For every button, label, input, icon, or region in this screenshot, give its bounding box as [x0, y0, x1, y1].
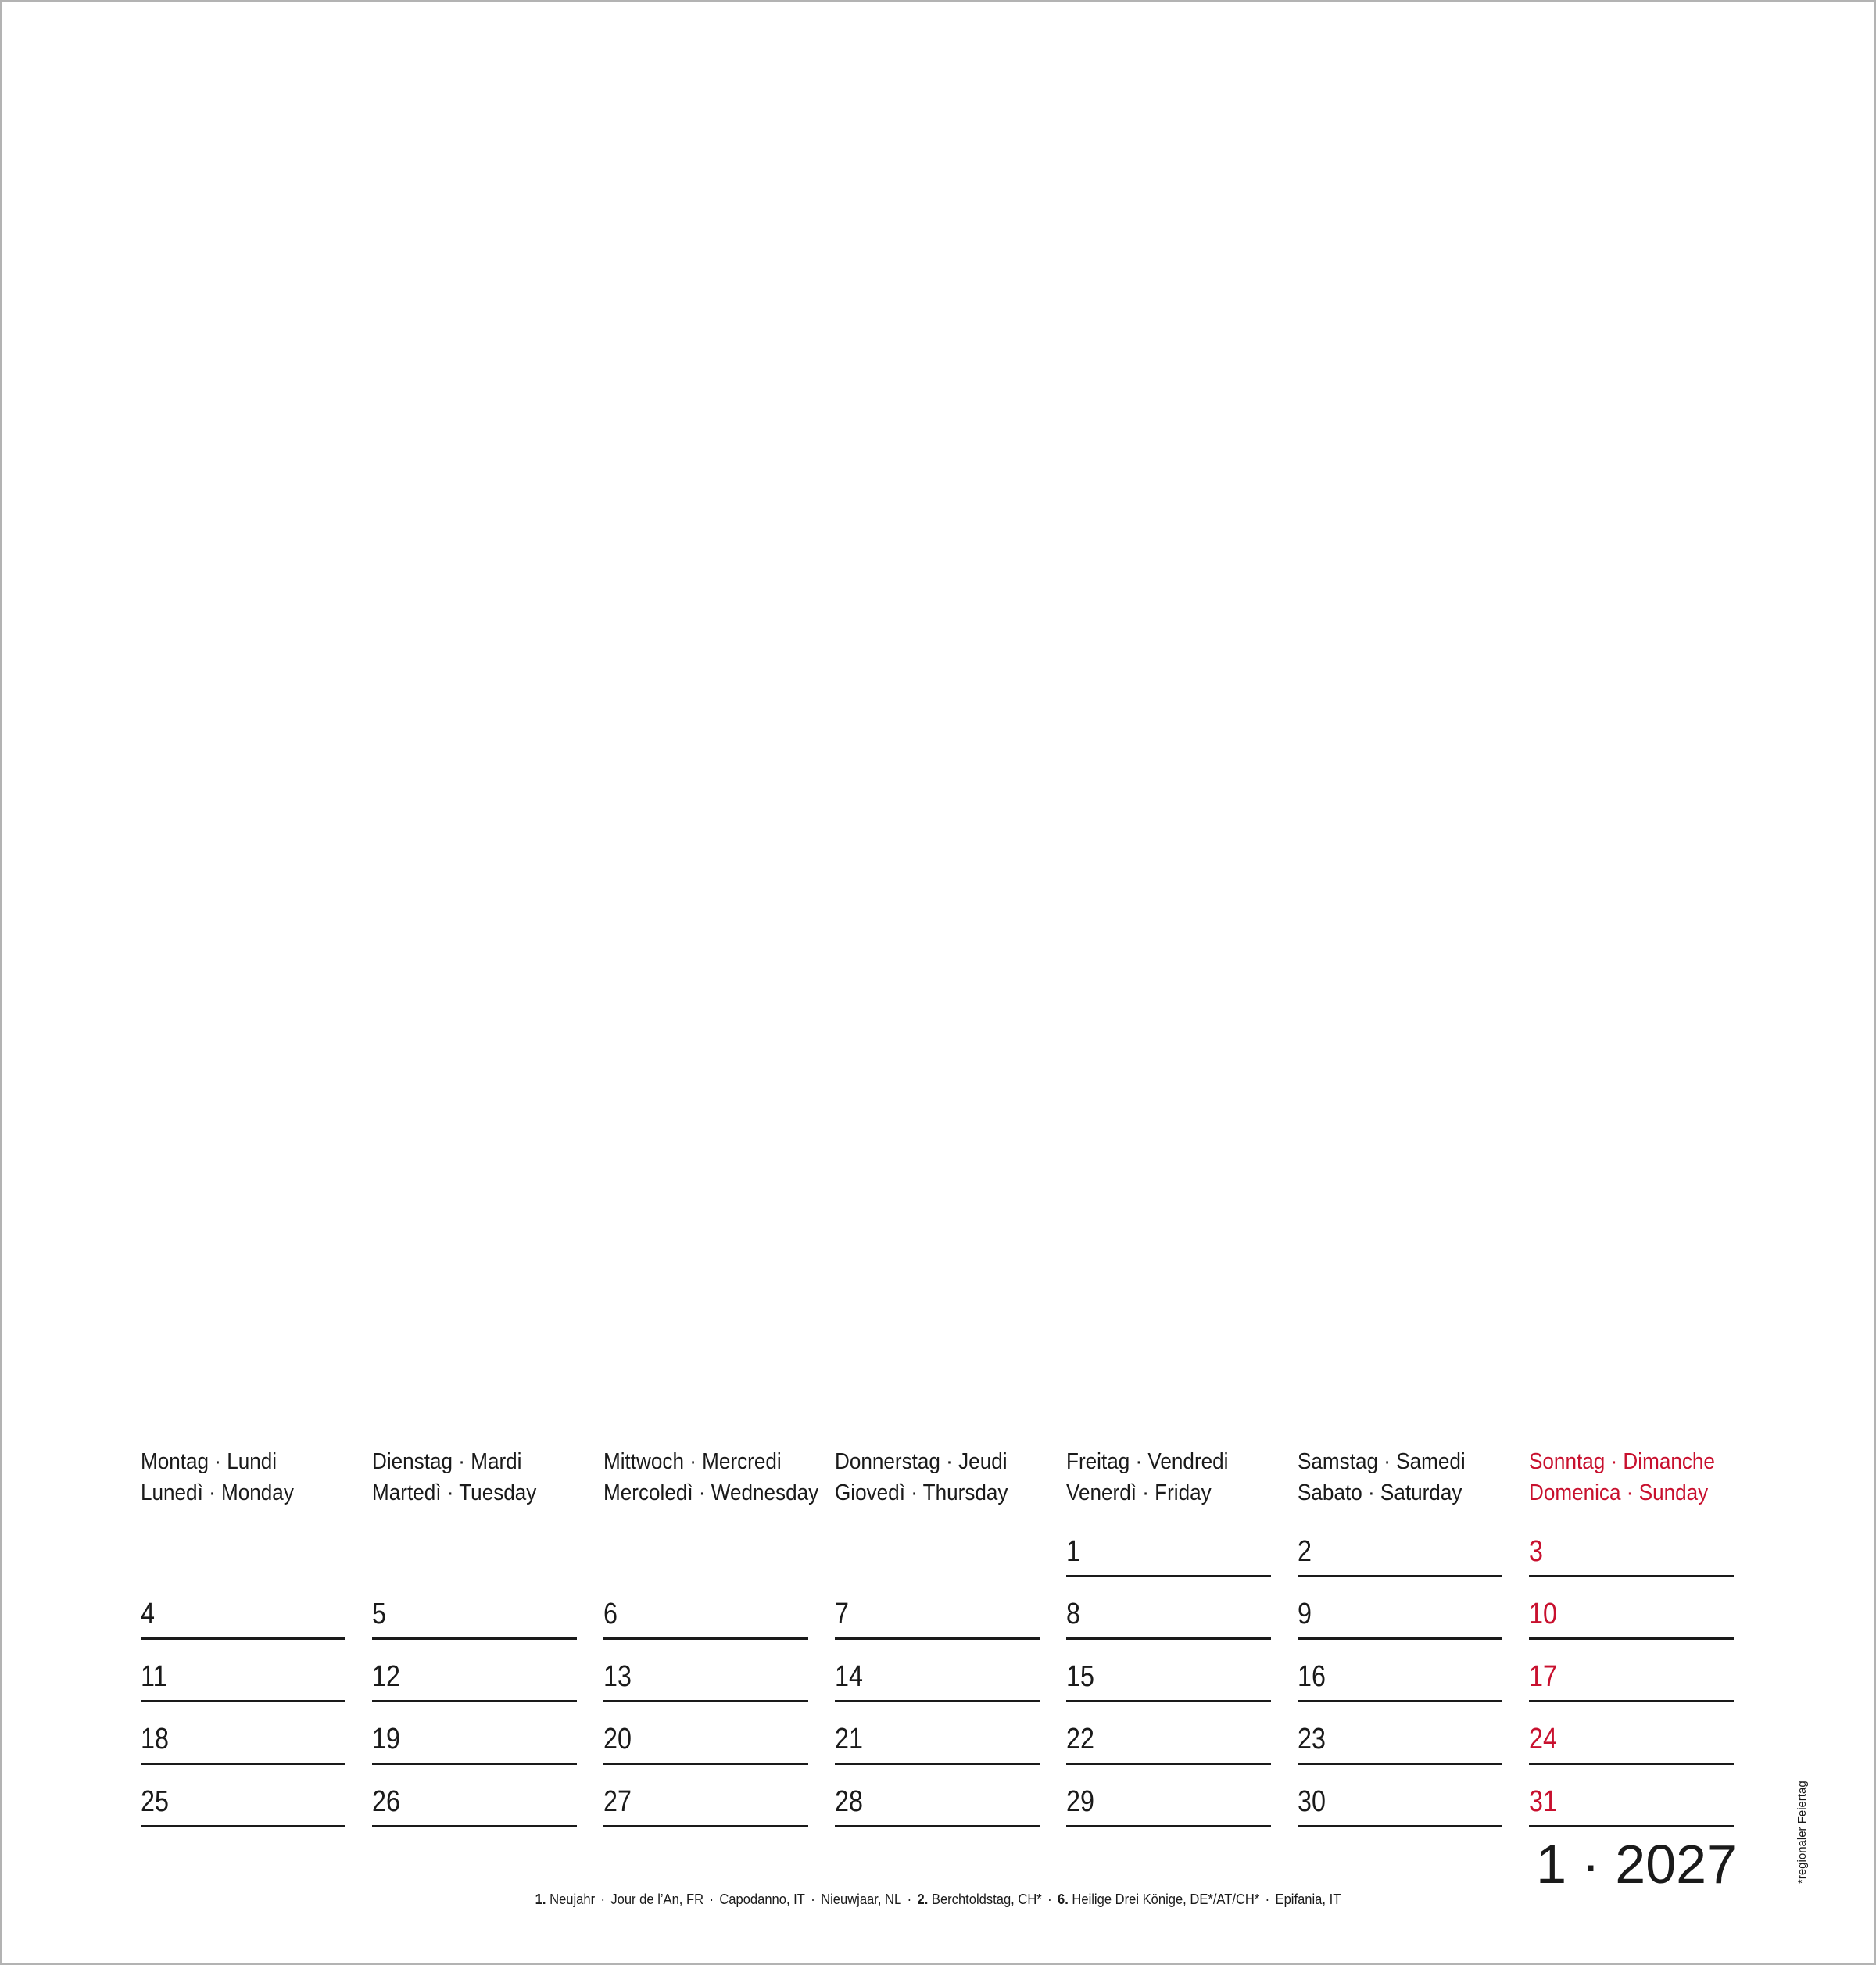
- day-number: 3: [1529, 1535, 1543, 1568]
- day-cell: [603, 1766, 808, 1827]
- day-cell: [372, 1766, 577, 1827]
- weekday-name-line1: Montag · Lundi: [141, 1449, 277, 1474]
- day-number: 31: [1529, 1785, 1557, 1818]
- weekday-column: [835, 1446, 1040, 1829]
- day-cell: [835, 1766, 1040, 1827]
- weekday-column: [1298, 1446, 1502, 1829]
- day-cell: [1529, 1641, 1734, 1702]
- day-cell: [835, 1641, 1040, 1702]
- weekday-name-line2: Venerdì · Friday: [1066, 1480, 1212, 1505]
- day-cell: [1066, 1579, 1271, 1640]
- weekday-name-line1: Samstag · Samedi: [1298, 1449, 1466, 1474]
- day-cell: [1066, 1641, 1271, 1702]
- day-number: 6: [603, 1598, 618, 1630]
- day-cell: [1298, 1766, 1502, 1827]
- day-number: 18: [141, 1723, 169, 1756]
- day-cell: [603, 1641, 808, 1702]
- day-cell: [372, 1516, 577, 1577]
- holiday-name: Jour de l’An, FR: [610, 1892, 704, 1907]
- weekday-column: [1529, 1446, 1734, 1829]
- weekday-header: [372, 1446, 557, 1509]
- day-number: 8: [1066, 1598, 1080, 1630]
- holiday-name: Nieuwjaar, NL: [821, 1892, 902, 1907]
- weekday-name-line2: Domenica · Sunday: [1529, 1480, 1709, 1505]
- day-number: 9: [1298, 1598, 1312, 1630]
- holiday-name: Berchtoldstag, CH*: [931, 1892, 1042, 1907]
- holiday-date: 2.: [917, 1892, 929, 1907]
- day-number: 12: [372, 1660, 400, 1693]
- holiday-separator: ·: [709, 1892, 714, 1907]
- day-number: 21: [835, 1723, 863, 1756]
- day-cell: [603, 1704, 808, 1765]
- day-cell: [1298, 1704, 1502, 1765]
- weekday-header: [1066, 1446, 1251, 1509]
- holiday-name: Epifania, IT: [1275, 1892, 1341, 1907]
- day-number: 20: [603, 1723, 632, 1756]
- holiday-date: 1.: [535, 1892, 546, 1907]
- holiday-name: Heilige Drei Könige, DE*/AT/CH*: [1072, 1892, 1260, 1907]
- weekday-header: [835, 1446, 1019, 1509]
- day-number: 29: [1066, 1785, 1094, 1818]
- weekday-name-line2: Mercoledì · Wednesday: [603, 1480, 819, 1505]
- day-cell: [603, 1579, 808, 1640]
- day-cell: [372, 1704, 577, 1765]
- day-cell: [141, 1579, 345, 1640]
- holiday-separator: ·: [907, 1892, 912, 1907]
- holiday-item: [535, 1892, 595, 1907]
- weekday-column: [1066, 1446, 1271, 1829]
- holiday-separator: ·: [811, 1892, 815, 1907]
- day-number: 16: [1298, 1660, 1326, 1693]
- day-number: 25: [141, 1785, 169, 1818]
- holiday-item: [719, 1892, 805, 1907]
- weekday-header: [1298, 1446, 1482, 1509]
- day-cell: [1298, 1579, 1502, 1640]
- weekday-column: [603, 1446, 819, 1829]
- day-cell: [372, 1641, 577, 1702]
- weekday-name-line1: Donnerstag · Jeudi: [835, 1449, 1008, 1474]
- holiday-footer: [75, 1890, 1801, 1909]
- day-cell: [835, 1516, 1040, 1577]
- weekday-name-line2: Giovedì · Thursday: [835, 1480, 1008, 1505]
- day-cell: [1066, 1516, 1271, 1577]
- weekday-header: [603, 1446, 819, 1509]
- holiday-name: Capodanno, IT: [719, 1892, 805, 1907]
- day-number: 13: [603, 1660, 632, 1693]
- holiday-item: [1058, 1892, 1259, 1907]
- day-number: 23: [1298, 1723, 1326, 1756]
- calendar-grid: [141, 1446, 1734, 1829]
- holiday-date: 6.: [1057, 1892, 1069, 1907]
- day-cell: [1529, 1516, 1734, 1577]
- regional-holiday-note-text: *regionaler Feiertag: [1795, 1781, 1809, 1884]
- day-cell: [835, 1704, 1040, 1765]
- holiday-separator: ·: [1047, 1892, 1052, 1907]
- month-year-title: 1 · 2027: [1536, 1834, 1737, 1895]
- regional-holiday-note: [1795, 1766, 1813, 1884]
- weekday-header: [141, 1446, 325, 1509]
- day-cell: [1529, 1579, 1734, 1640]
- day-number: 10: [1529, 1598, 1557, 1630]
- day-number: 15: [1066, 1660, 1094, 1693]
- weekday-name-line1: Sonntag · Dimanche: [1529, 1449, 1715, 1474]
- holiday-separator: ·: [1265, 1892, 1270, 1907]
- day-cell: [141, 1766, 345, 1827]
- weekday-name-line2: Lunedì · Monday: [141, 1480, 294, 1505]
- day-cell: [1298, 1516, 1502, 1577]
- weekday-name-line1: Dienstag · Mardi: [372, 1449, 522, 1474]
- day-number: 17: [1529, 1660, 1557, 1693]
- weekday-column: [141, 1446, 345, 1829]
- day-number: 7: [835, 1598, 849, 1630]
- day-number: 22: [1066, 1723, 1094, 1756]
- holiday-name: Neujahr: [550, 1892, 596, 1907]
- day-cell: [835, 1579, 1040, 1640]
- day-cell: [1529, 1704, 1734, 1765]
- weekday-header: [1529, 1446, 1713, 1509]
- holiday-item: [1276, 1892, 1341, 1907]
- weekday-name-line1: Mittwoch · Mercredi: [603, 1449, 782, 1474]
- day-number: 30: [1298, 1785, 1326, 1818]
- weekday-name-line2: Sabato · Saturday: [1298, 1480, 1462, 1505]
- holiday-item: [917, 1892, 1041, 1907]
- weekday-column: [372, 1446, 577, 1829]
- day-number: 26: [372, 1785, 400, 1818]
- day-cell: [141, 1704, 345, 1765]
- day-cell: [1066, 1766, 1271, 1827]
- day-number: 19: [372, 1723, 400, 1756]
- day-cell: [372, 1579, 577, 1640]
- day-number: 27: [603, 1785, 632, 1818]
- day-cell: [1529, 1766, 1734, 1827]
- holiday-item: [821, 1892, 901, 1907]
- day-number: 28: [835, 1785, 863, 1818]
- holiday-item: [610, 1892, 704, 1907]
- day-number: 14: [835, 1660, 863, 1693]
- day-cell: [141, 1516, 345, 1577]
- day-number: 2: [1298, 1535, 1312, 1568]
- day-number: 24: [1529, 1723, 1557, 1756]
- day-cell: [1066, 1704, 1271, 1765]
- day-number: 4: [141, 1598, 155, 1630]
- day-cell: [141, 1641, 345, 1702]
- day-number: 5: [372, 1598, 386, 1630]
- holiday-separator: ·: [600, 1892, 605, 1907]
- day-cell: [603, 1516, 808, 1577]
- weekday-name-line1: Freitag · Vendredi: [1066, 1449, 1229, 1474]
- day-cell: [1298, 1641, 1502, 1702]
- day-number: 1: [1066, 1535, 1080, 1568]
- day-number: 11: [141, 1660, 167, 1693]
- weekday-name-line2: Martedì · Tuesday: [372, 1480, 537, 1505]
